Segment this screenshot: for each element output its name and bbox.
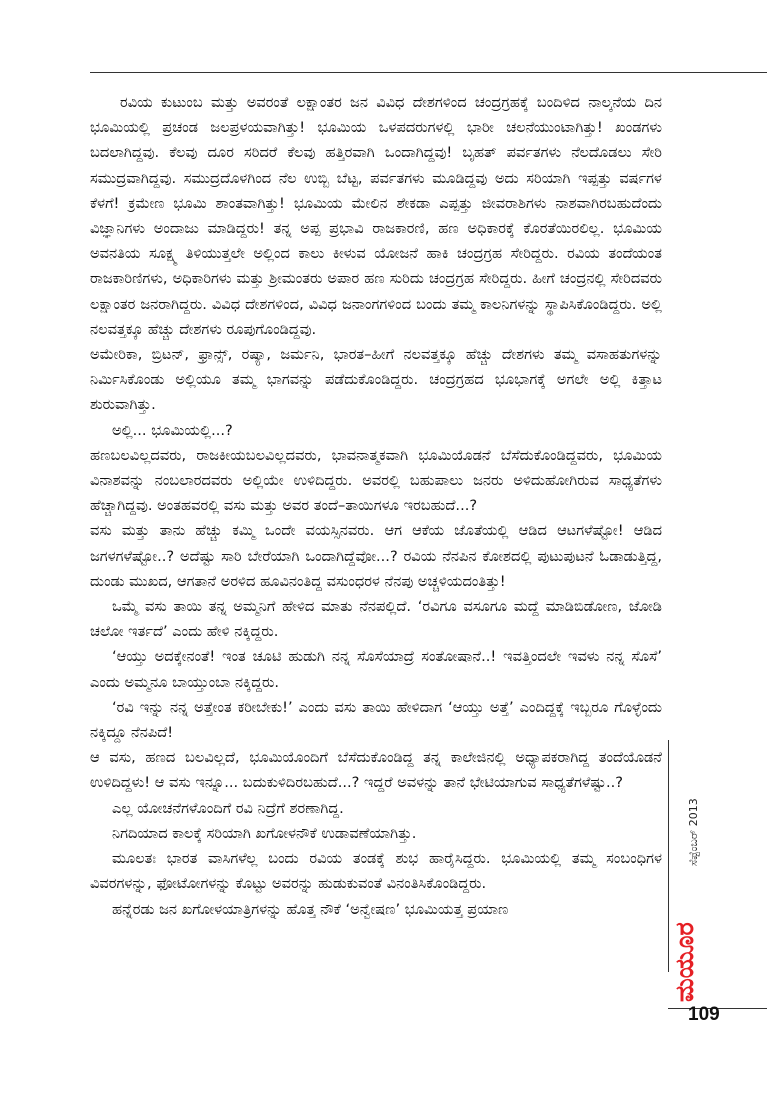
page-footer-sidebar (668, 740, 767, 1070)
paragraph-4: ಹಣಬಲವಿಲ್ಲದವರು, ರಾಜಕೀಯಬಲವಿಲ್ಲದವರು, ಭಾವನಾತ್ಮಕವಾಗಿ ಭೂಮಿಯೊಡನೆ ಬೆಸೆದುಕೊಂಡಿದ್ದವರು, ಭೂಮಿಯ ವಿನಾಶವನ್ನು ನಂಬಲಾರದವರು ಅಲ್ಲಿಯೇ ಉಳಿದಿದ್ದರು. ಅವರಲ್ಲಿ ಬಹುಪಾಲು ಜನರು ಅಳಿದುಹೋಗಿರುವ ಸಾಧ್ಯತೆಗಳು ಹೆಚ್ಚಾಗಿದ್ದವು. ಅಂತಹವರಲ್ಲಿ ವಸು ಮತ್ತು ಅವರ ತಂದೆ–ತಾಯಿಗಳೂ ಇರಬಹುದೆ...? (90, 446, 662, 515)
article-body (90, 90, 662, 922)
paragraph-10: ಎಲ್ಲ ಯೋಚನೆಗಳೊಂದಿಗೆ ರವಿ ನಿದ್ರೆಗೆ ಶರಣಾಗಿದ್ದ. (112, 799, 344, 817)
top-rule (90, 72, 767, 73)
paragraph-12: ಮೂಲತಃ ಭಾರತ ವಾಸಿಗಳೆಲ್ಲ ಬಂದು ರವಿಯ ತಂಡಕ್ಕೆ ಶುಭ ಹಾರೈಸಿದ್ದರು. ಭೂಮಿಯಲ್ಲಿ ತಮ್ಮ ಸಂಬಂಧಿಗಳ ವಿವರಗಳನ್ನು, ಫೋಟೋಗಳನ್ನು ಕೊಟ್ಟು ಅವರನ್ನು ಹುಡುಕುವಂತೆ ವಿನಂತಿಸಿಕೊಂಡಿದ್ದರು. (90, 850, 662, 893)
paragraph-8: ‘ರವಿ ಇನ್ನು ನನ್ನ ಅತ್ತೇಂತ ಕರೀಬೇಕು!’ ಎಂದು ವಸು ತಾಯಿ ಹೇಳಿದಾಗ ‘ಆಯ್ತು ಅತ್ತೆ’ ಎಂದಿದ್ದಕ್ಕೆ ಇಬ್ಬರೂ ಗೊಳ್ಳೆಂದು ನಕ್ಕಿದ್ದೂ ನೆನಪಿದೆ! (90, 698, 662, 742)
paragraph-7: ‘ಆಯ್ತು ಅದಕ್ಕೇನಂತೆ! ಇಂತ ಚೂಟಿ ಹುಡುಗಿ ನನ್ನ ಸೊಸೆಯಾದ್ರೆ ಸಂತೋಷಾನೆ..! ಇವತ್ತಿಂದಲೇ ಇವಳು ನನ್ನ ಸೊಸೆ’ ಎಂದು ಅಮ್ಮನೂ ಬಾಯ್ತುಂಬಾ ನಕ್ಕಿದ್ದರು. (90, 648, 662, 691)
paragraph-2: ಅಮೇರಿಕಾ, ಬ್ರಿಟನ್, ಫ್ರಾನ್ಸ್, ರಷ್ಯಾ, ಜರ್ಮನಿ, ಭಾರತ–ಹೀಗೆ ನಲವತ್ತಕ್ಕೂ ಹೆಚ್ಚು ದೇಶಗಳು ತಮ್ಮ ವಸಾಹತುಗಳನ್ನು ನಿರ್ಮಿಸಿಕೊಂಡು ಅಲ್ಲಿಯೂ ತಮ್ಮ ಭಾಗವನ್ನು ಪಡೆದುಕೊಂಡಿದ್ದರು. ಚಂದ್ರಗ್ರಹದ ಭೂಭಾಗಕ್ಕೆ ಅಗಲೇ ಅಲ್ಲಿ ಕಿತ್ತಾಟ ಶುರುವಾಗಿತ್ತು. (90, 346, 662, 414)
paragraph-6: ಒಮ್ಮೆ ವಸು ತಾಯಿ ತನ್ನ ಅಮ್ಮನಿಗೆ ಹೇಳಿದ ಮಾತು ನೆನಪಲ್ಲಿದೆ. ‘ರವಿಗೂ ವಸೂಗೂ ಮದ್ದೆ ಮಾಡಿಬಿಡೋಣ, ಜೋಡಿ ಚಲೋ ಇರ್ತದೆ’ ಎಂದು ಹೇಳಿ ನಕ್ಕಿದ್ದರು. (90, 598, 662, 641)
paragraph-5: ವಸು ಮತ್ತು ತಾನು ಹೆಚ್ಚು ಕಮ್ಮಿ ಒಂದೇ ವಯಸ್ಸಿನವರು. ಆಗ ಆಕೆಯ ಜೊತೆಯಲ್ಲಿ ಆಡಿದ ಆಟಗಳೆಷ್ಟೋ! ಆಡಿದ ಜಗಳಗಳೆಷ್ಟೋ..? ಅದೆಷ್ಟು ಸಾರಿ ಬೇರೆಯಾಗಿ ಒಂದಾಗಿದ್ದೆವೋ...? ರವಿಯ ನೆನಪಿನ ಕೋಶದಲ್ಲಿ ಪುಟುಪುಟನೆ ಓಡಾಡುತ್ತಿದ್ದ, ದುಂಡು ಮುಖದ, ಆಗತಾನೆ ಅರಳಿದ ಹೂವಿನಂತಿದ್ದ ವಸುಂಧರಳ ನೆನಪು ಅಚ್ಚಳಿಯದಂತಿತ್ತು! (90, 522, 662, 590)
paragraph-1: ರವಿಯ ಕುಟುಂಬ ಮತ್ತು ಅವರಂತೆ ಲಕ್ಷಾಂತರ ಜನ ವಿವಿಧ ದೇಶಗಳಿಂದ ಚಂದ್ರಗ್ರಹಕ್ಕೆ ಬಂದಿಳಿದ ನಾಲ್ಕನೆಯ ದಿನ ಭೂಮಿಯಲ್ಲಿ ಪ್ರಚಂಡ ಜಲಪ್ರಳಯವಾಗಿತ್ತು! ಭೂಮಿಯ ಒಳಪದರುಗಳಲ್ಲಿ ಭಾರೀ ಚಲನೆಯುಂಟಾಗಿತ್ತು! ಖಂಡಗಳು ಬದಲಾಗಿದ್ದವು. ಕೆಲವು ದೂರ ಸರಿದರೆ ಕೆಲವು ಹತ್ತಿರವಾಗಿ ಒಂದಾಗಿದ್ದವು! ಬೃಹತ್ ಪರ್ವತಗಳು ನೆಲದೊಡಲು ಸೇರಿ ಸಮುದ್ರವಾಗಿದ್ದವು. ಸಮುದ್ರದೊಳಗಿಂದ ನೆಲ ಉಬ್ಬಿ ಬೆಟ್ಟ, ಪರ್ವತಗಳು ಮೂಡಿದ್ದವು ಅದು ಸರಿಯಾಗಿ ಇಪ್ಪತ್ತು ವರ್ಷಗಳ ಕೆಳಗೆ! ಕ್ರಮೇಣ ಭೂಮಿ ಶಾಂತವಾಗಿತ್ತು! ಭೂಮಿಯ ಮೇಲಿನ ಶೇಕಡಾ ಎಪ್ಪತ್ತು ಜೀವರಾಶಿಗಳು ನಾಶವಾಗಿರಬಹುದೆಂದು ವಿಜ್ಞಾನಿಗಳು ಅಂದಾಜು ಮಾಡಿದ್ದರು! ತನ್ನ ಅಪ್ಪ ಪ್ರಭಾವಿ ರಾಜಕಾರಣಿ, ಹಣ ಅಧಿಕಾರಕ್ಕೆ ಕೊರತೆಯಿರಲಿಲ್ಲ. ಭೂಮಿಯ ಅವನತಿಯ ಸೂಕ್ಷ್ಮ ತಿಳಿಯುತ್ತಲೇ ಅಲ್ಲಿಂದ ಕಾಲು ಕೀಳುವ ಯೋಜನೆ ಹಾಕಿ ಚಂದ್ರಗ್ರಹ ಸೇರಿದ್ದರು. ರವಿಯ ತಂದೆಯಂತ ರಾಜಕಾರಿಣಿಗಳು, ಅಧಿಕಾರಿಗಳು ಮತ್ತು ಶ್ರೀಮಂತರು ಅಪಾರ ಹಣ ಸುರಿದು ಚಂದ್ರಗ್ರಹ ಸೇರಿದ್ದರು. ಹೀಗೆ ಚಂದ್ರನಲ್ಲಿ ಸೇರಿದವರು ಲಕ್ಷಾಂತರ ಜನರಾಗಿದ್ದರು. ವಿವಿಧ ದೇಶಗಳಿಂದ, ವಿವಿಧ ಜನಾಂಗಗಳಿಂದ ಬಂದು ತಮ್ಮ ಕಾಲನಿಗಳನ್ನು ಸ್ಥಾಪಿಸಿಕೊಂಡಿದ್ದರು. ಅಲ್ಲಿ ನಲವತ್ತಕ್ಕೂ ಹೆಚ್ಚು ದೇಶಗಳು ರೂಪುಗೊಂಡಿದ್ದವು. (90, 94, 662, 338)
paragraph-9: ಆ ವಸು, ಹಣದ ಬಲವಿಲ್ಲದೆ, ಭೂಮಿಯೊಂದಿಗೆ ಬೆಸೆದುಕೊಂಡಿದ್ದ ತನ್ನ ಕಾಲೇಜಿನಲ್ಲಿ ಅಧ್ಯಾಪಕರಾಗಿದ್ದ ತಂದೆಯೊಡನೆ ಉಳಿದಿದ್ದಳು! ಆ ವಸು ಇನ್ನೂ... ಬದುಕುಳಿದಿರಬಹುದೆ...? ಇದ್ದರೆ ಅವಳನ್ನು ತಾನೆ ಭೇಟಿಯಾಗುವ ಸಾಧ್ಯತೆಗಳೆಷ್ಟು..? (90, 749, 662, 792)
paragraph-13: ಹನ್ನೆರಡು ಜನ ಖಗೋಳಯಾತ್ರಿಗಳನ್ನು ಹೊತ್ತ ನೌಕೆ ‘ಅನ್ವೇಷಣ’ ಭೂಮಿಯತ್ತ ಪ್ರಯಾಣ (112, 900, 509, 918)
paragraph-3: ಅಲ್ಲಿ... ಭೂಮಿಯಲ್ಲಿ...? (112, 421, 233, 439)
issue-date: ಸೆಪ್ಟೆಂಬರ್ 2013 (687, 798, 700, 866)
page-number: 109 (688, 1004, 720, 1025)
magazine-logo: ಮಯೂರ (670, 922, 699, 1002)
paragraph-11: ನಿಗದಿಯಾದ ಕಾಲಕ್ಕೆ ಸರಿಯಾಗಿ ಖಗೋಳನೌಕೆ ಉಡಾವಣೆಯಾಗಿತ್ತು. (112, 824, 417, 842)
sidebar-vertical-rule (668, 740, 669, 972)
